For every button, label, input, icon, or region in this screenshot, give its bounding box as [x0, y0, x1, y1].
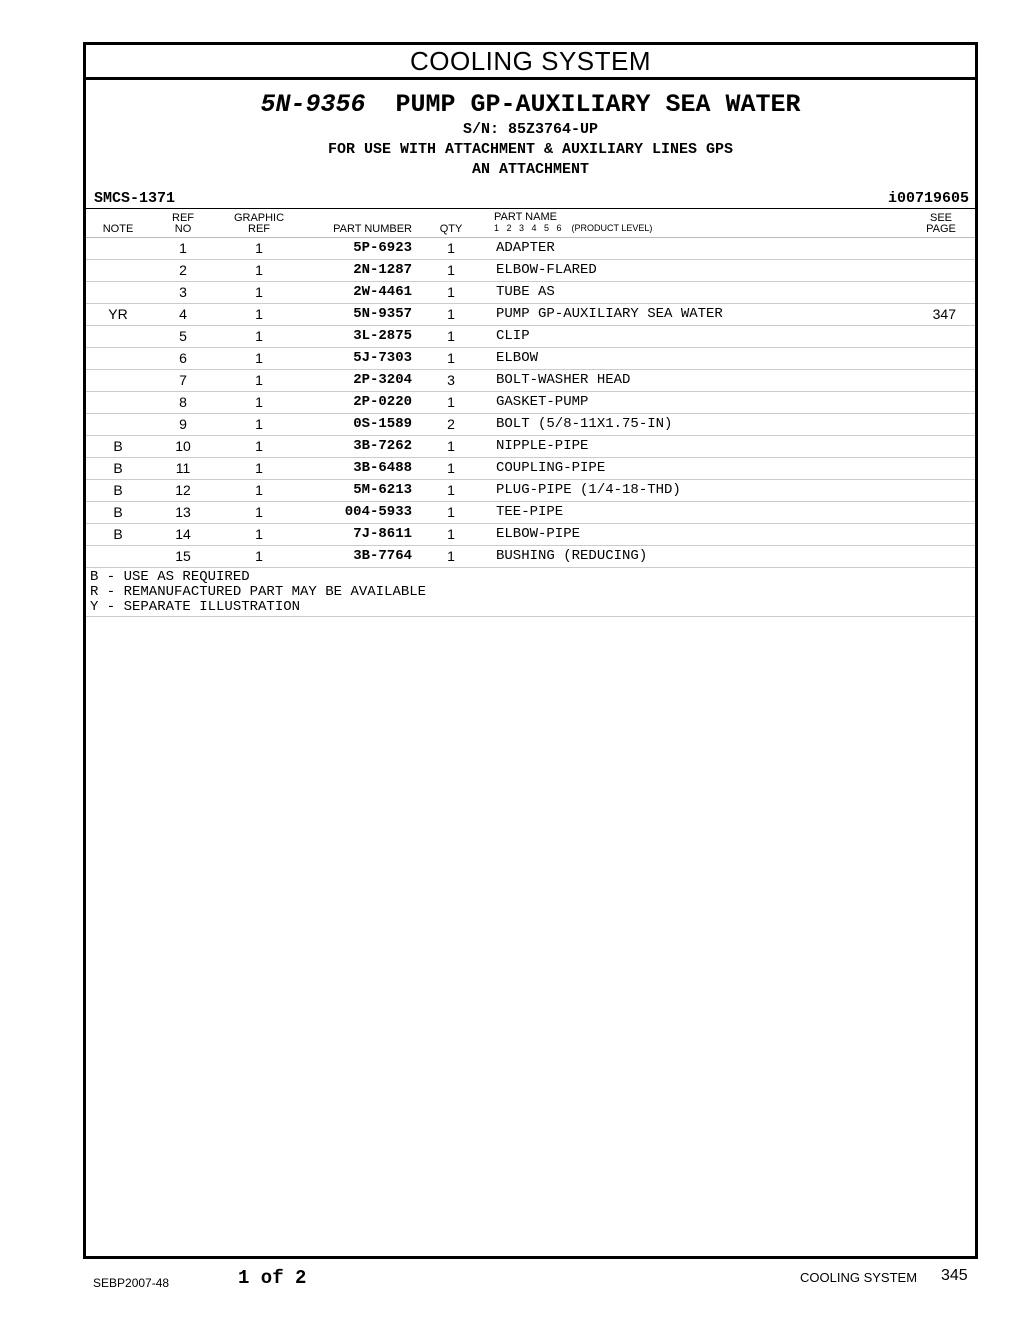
part-name: ELBOW-FLARED	[496, 262, 597, 278]
quantity: 1	[447, 504, 455, 520]
ref-number: 8	[179, 394, 187, 410]
ref-number: 6	[179, 350, 187, 366]
table-row	[86, 546, 975, 568]
part-number: 0S-1589	[353, 416, 412, 432]
col-part-number: PART NUMBER	[333, 223, 412, 235]
group-name: PUMP GP-AUXILIARY SEA WATER	[395, 90, 801, 119]
ref-number: 7	[179, 372, 187, 388]
part-number: 5N-9357	[353, 306, 412, 322]
part-number: 2W-4461	[353, 284, 412, 300]
part-name: ADAPTER	[496, 240, 555, 256]
part-name: NIPPLE-PIPE	[496, 438, 589, 454]
part-number: 004-5933	[344, 504, 412, 520]
col-graphic-bottom: REF	[248, 223, 270, 235]
part-number: 5J-7303	[353, 350, 412, 366]
graphic-ref: 1	[255, 460, 263, 476]
table-row	[86, 458, 975, 480]
ref-number: 10	[175, 438, 191, 454]
part-number: 7J-8611	[353, 526, 412, 542]
graphic-ref: 1	[255, 526, 263, 542]
serial-number: S/N: 85Z3764-UP	[462, 121, 599, 138]
graphic-ref: 1	[255, 482, 263, 498]
part-name: BUSHING (REDUCING)	[496, 548, 648, 564]
quantity: 1	[447, 240, 455, 256]
col-product-level: 1 2 3 4 5 6 (PRODUCT LEVEL)	[494, 223, 653, 233]
part-number: 2N-1287	[353, 262, 412, 278]
part-number: 5P-6923	[353, 240, 412, 256]
col-part-name: PART NAME	[494, 211, 557, 223]
see-page: 347	[932, 306, 956, 322]
table-row	[86, 304, 975, 326]
legend-line: Y - SEPARATE ILLUSTRATION	[90, 599, 301, 615]
table-row	[86, 524, 975, 546]
part-name: ELBOW-PIPE	[496, 526, 581, 542]
quantity: 1	[447, 306, 455, 322]
smcs-row	[86, 190, 975, 209]
quantity: 1	[447, 460, 455, 476]
part-name: CLIP	[496, 328, 530, 344]
quantity: 1	[447, 394, 455, 410]
usage-line-2: AN ATTACHMENT	[471, 161, 590, 178]
quantity: 2	[447, 416, 455, 432]
table-row	[86, 414, 975, 436]
part-number: 3B-7262	[353, 438, 412, 454]
ref-number: 15	[175, 548, 191, 564]
ref-number: 14	[175, 526, 191, 542]
ref-number: 3	[179, 284, 187, 300]
part-name: ELBOW	[496, 350, 539, 366]
section-title: COOLING SYSTEM	[86, 45, 975, 80]
table-row	[86, 282, 975, 304]
part-name: BOLT (5/8-11X1.75-IN)	[496, 416, 673, 432]
ref-number: 2	[179, 262, 187, 278]
group-title	[86, 90, 975, 120]
table-row	[86, 326, 975, 348]
ref-number: 1	[179, 240, 187, 256]
note-cell: B	[113, 504, 123, 520]
col-see-bottom: PAGE	[926, 223, 956, 235]
graphic-ref: 1	[255, 328, 263, 344]
group-part-number: 5N-9356	[260, 90, 366, 119]
table-row	[86, 392, 975, 414]
part-name: COUPLING-PIPE	[496, 460, 606, 476]
ref-number: 5	[179, 328, 187, 344]
legend-line: R - REMANUFACTURED PART MAY BE AVAILABLE	[90, 584, 427, 600]
part-number: 3B-6488	[353, 460, 412, 476]
note-cell: YR	[108, 306, 128, 322]
quantity: 1	[447, 482, 455, 498]
page-footer	[0, 1264, 1020, 1294]
graphic-ref: 1	[255, 306, 263, 322]
part-number: 3B-7764	[353, 548, 412, 564]
part-name: PLUG-PIPE (1/4-18-THD)	[496, 482, 681, 498]
table-row	[86, 348, 975, 370]
graphic-ref: 1	[255, 394, 263, 410]
group-header	[86, 80, 975, 180]
part-name: BOLT-WASHER HEAD	[496, 372, 631, 388]
table-row	[86, 502, 975, 524]
ref-number: 12	[175, 482, 191, 498]
ref-number: 11	[175, 460, 191, 476]
note-cell: B	[113, 526, 123, 542]
quantity: 3	[447, 372, 455, 388]
parts-table	[86, 238, 975, 568]
footer-page-of: 1 of 2	[238, 1267, 307, 1289]
graphic-ref: 1	[255, 438, 263, 454]
footer-page-number: 345	[941, 1267, 968, 1284]
col-see-top: SEE	[929, 212, 952, 224]
part-number: 2P-3204	[353, 372, 412, 388]
quantity: 1	[447, 548, 455, 564]
note-cell: B	[113, 482, 123, 498]
illustration-id: i00719605	[887, 190, 969, 207]
note-cell: B	[113, 460, 123, 476]
graphic-ref: 1	[255, 240, 263, 256]
footer-section: COOLING SYSTEM	[800, 1270, 918, 1285]
graphic-ref: 1	[255, 262, 263, 278]
part-name: GASKET-PUMP	[496, 394, 589, 410]
col-graphic-top: GRAPHIC	[233, 212, 285, 224]
col-ref-bottom: NO	[174, 223, 192, 235]
ref-number: 9	[179, 416, 187, 432]
notes-legend	[86, 568, 975, 617]
graphic-ref: 1	[255, 350, 263, 366]
table-row	[86, 238, 975, 260]
part-name: TUBE AS	[496, 284, 555, 300]
quantity: 1	[447, 328, 455, 344]
col-note: NOTE	[102, 223, 134, 235]
smcs-code: SMCS-1371	[94, 190, 176, 207]
usage-line-1: FOR USE WITH ATTACHMENT & AUXILIARY LINES GPS	[327, 141, 734, 158]
table-row	[86, 480, 975, 502]
graphic-ref: 1	[255, 416, 263, 432]
quantity: 1	[447, 438, 455, 454]
table-row	[86, 436, 975, 458]
part-number: 5M-6213	[353, 482, 412, 498]
col-ref-top: REF	[172, 212, 194, 224]
quantity: 1	[447, 262, 455, 278]
graphic-ref: 1	[255, 504, 263, 520]
graphic-ref: 1	[255, 548, 263, 564]
column-headers	[86, 209, 975, 238]
ref-number: 4	[179, 306, 187, 322]
quantity: 1	[447, 526, 455, 542]
footer-doc-number: SEBP2007-48	[93, 1276, 170, 1290]
quantity: 1	[447, 284, 455, 300]
part-number: 3L-2875	[353, 328, 412, 344]
table-row	[86, 260, 975, 282]
col-qty: QTY	[439, 223, 463, 235]
table-row	[86, 370, 975, 392]
legend-line: B - USE AS REQUIRED	[90, 569, 250, 585]
note-cell: B	[113, 438, 123, 454]
graphic-ref: 1	[255, 372, 263, 388]
graphic-ref: 1	[255, 284, 263, 300]
parts-page-frame	[83, 42, 978, 1259]
part-name: TEE-PIPE	[496, 504, 564, 520]
ref-number: 13	[175, 504, 191, 520]
part-number: 2P-0220	[353, 394, 412, 410]
quantity: 1	[447, 350, 455, 366]
part-name: PUMP GP-AUXILIARY SEA WATER	[496, 306, 723, 322]
